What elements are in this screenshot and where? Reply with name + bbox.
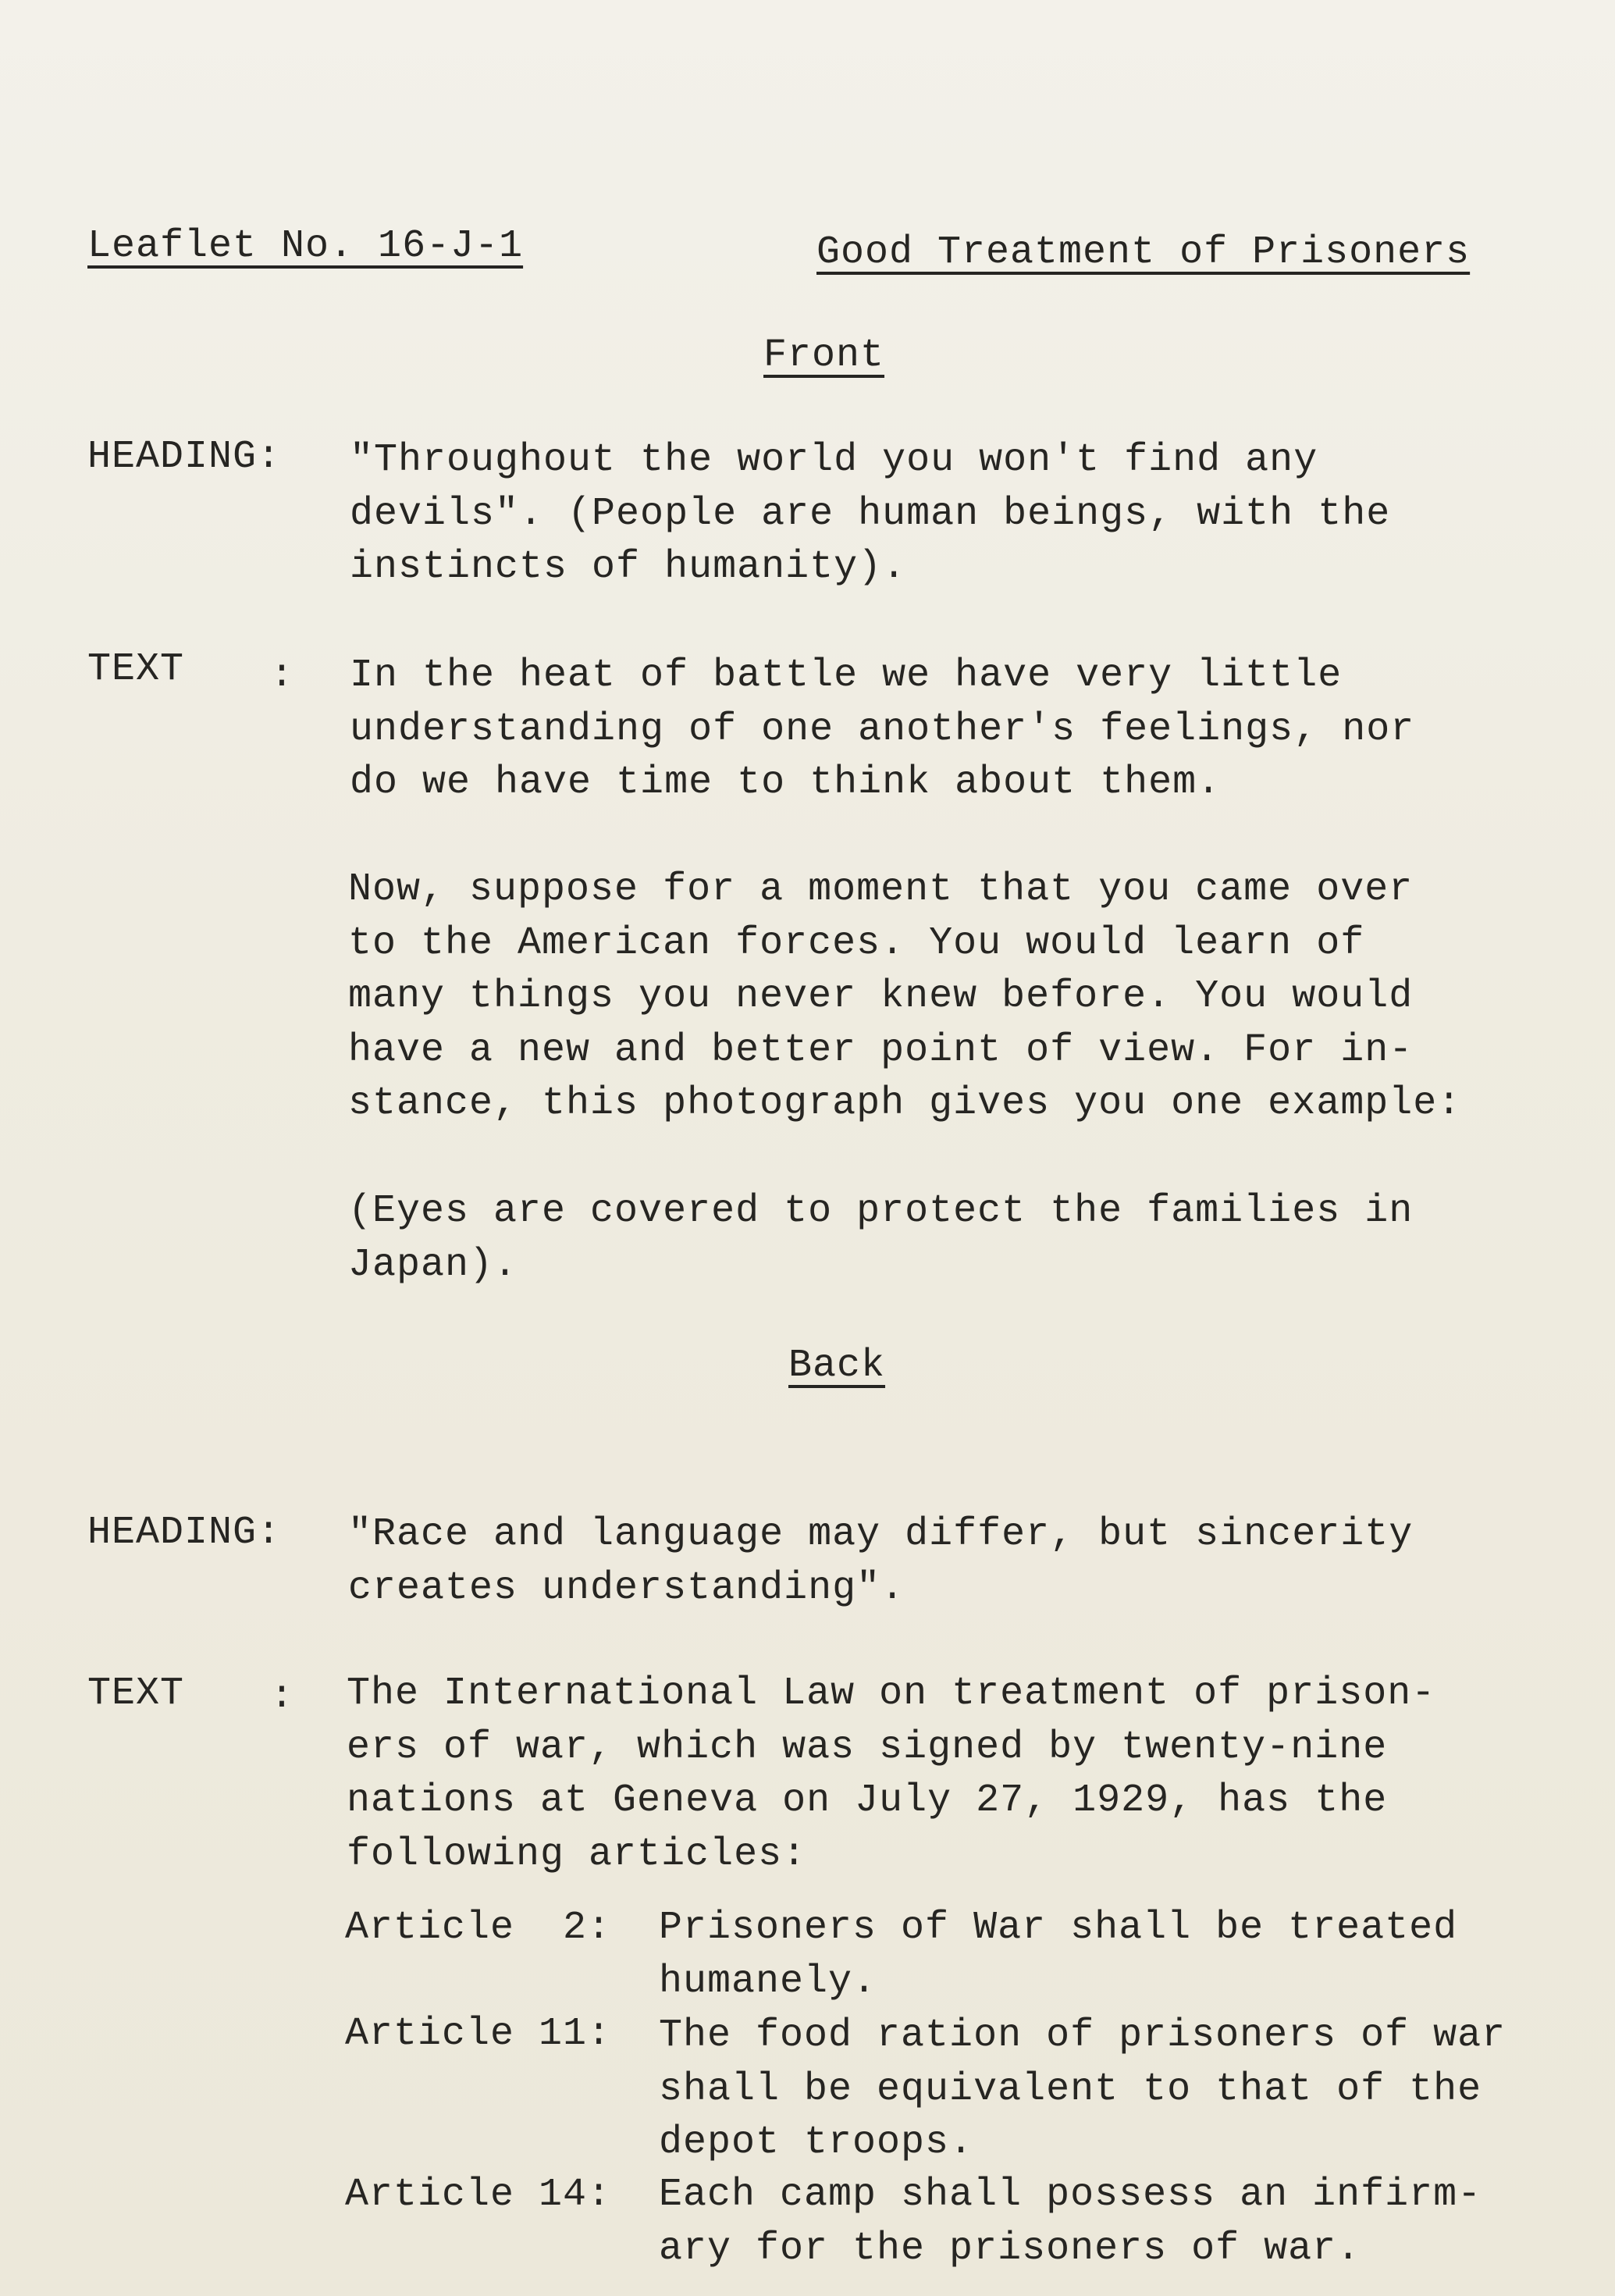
text-line: creates understanding". [348, 1565, 905, 1611]
text-line: The International Law on treatment of prison- [347, 1671, 1436, 1716]
back-text-label: TEXT [87, 1671, 185, 1716]
text-line: have a new and better point of view. For in- [348, 1027, 1414, 1073]
text-line: (Eyes are covered to protect the families in [348, 1189, 1414, 1233]
front-text-colon: : [270, 653, 294, 698]
text-line: stance, this photograph gives you one example: [348, 1081, 1462, 1126]
front-heading-label: HEADING: [87, 435, 282, 479]
front-paragraph-2 [348, 863, 1461, 1131]
front-section-title: Front [763, 333, 885, 378]
back-heading-text [348, 1508, 1413, 1615]
text-line: Each camp shall possess an infirm- [659, 2173, 1482, 2217]
text-line: do we have time to think about them. [350, 760, 1222, 805]
article-2-text [659, 1902, 1457, 2009]
front-text-label: TEXT [87, 647, 185, 692]
leaflet-number: Leaflet No. 16-J-1 [87, 224, 524, 269]
article-14-text [659, 2169, 1482, 2276]
text-line: instincts of humanity). [350, 545, 907, 589]
text-line: ary for the prisoners of war. [659, 2226, 1361, 2271]
text-line: humanely. [659, 1959, 877, 2004]
text-line: ers of war, which was signed by twenty-nine [347, 1725, 1388, 1770]
front-paragraph-3 [348, 1185, 1413, 1292]
back-intro-text [347, 1668, 1435, 1881]
front-paragraph-1 [350, 650, 1414, 810]
text-line: Japan). [348, 1242, 518, 1287]
article-11-text [659, 2009, 1506, 2170]
back-heading-label: HEADING: [87, 1511, 282, 1555]
text-line: devils". (People are human beings, with the [350, 491, 1391, 536]
text-line: In the heat of battle we have very little [350, 653, 1343, 698]
text-line: Now, suppose for a moment that you came over [348, 867, 1414, 912]
text-line: Prisoners of War shall be treated [659, 1906, 1458, 1950]
back-text-colon: : [270, 1675, 294, 1719]
front-heading-text [350, 434, 1390, 595]
back-section-title: Back [788, 1344, 886, 1388]
text-line: nations at Geneva on July 27, 1929, has the [347, 1778, 1388, 1823]
text-line: following articles: [347, 1831, 807, 1877]
text-line: depot troops. [659, 2120, 974, 2165]
text-line: many things you never knew before. You would [348, 974, 1414, 1019]
leaflet-title: Good Treatment of Prisoners [816, 230, 1471, 275]
article-11-label: Article 11: [345, 2012, 612, 2056]
text-line: understanding of one another's feelings, nor [350, 707, 1415, 752]
text-line: "Race and language may differ, but sincerity [348, 1512, 1414, 1557]
article-2-label: Article 2: [345, 1906, 612, 1950]
text-line: shall be equivalent to that of the [659, 2066, 1482, 2112]
text-line: The food ration of prisoners of war [659, 2013, 1507, 2058]
article-14-label: Article 14: [345, 2173, 612, 2217]
text-line: to the American forces. You would learn of [348, 920, 1365, 966]
text-line: "Throughout the world you won't find any [350, 438, 1318, 482]
